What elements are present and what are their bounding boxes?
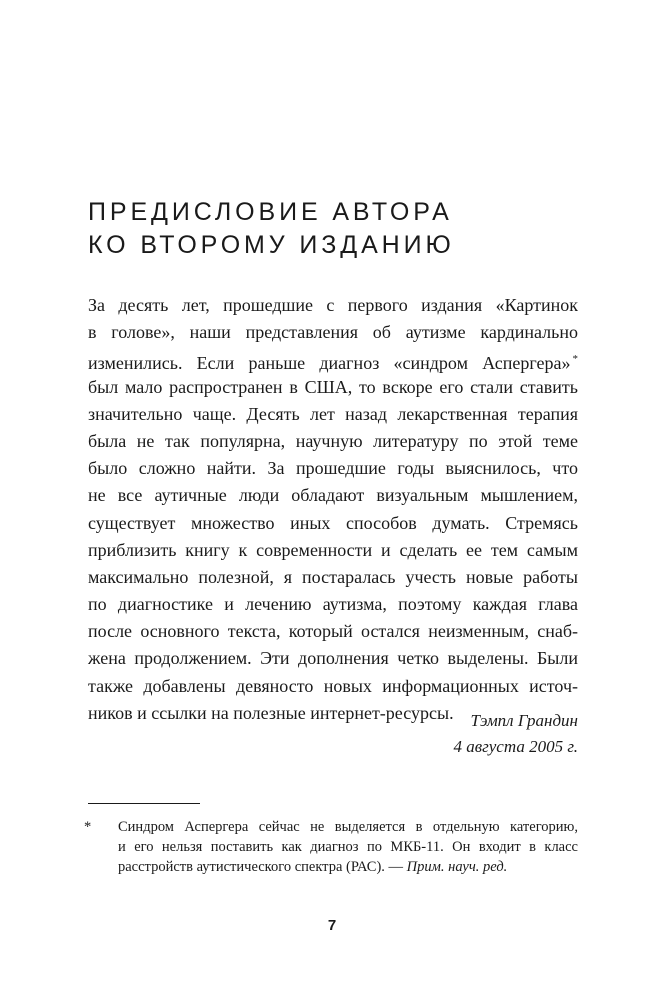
footnote-line: Синдром Аспергера сейчас не выделяется в отдельную категорию,: [118, 819, 578, 835]
footnote-line-text: расстройств аутистического спектра (РАС). —: [118, 859, 407, 875]
footnote-text: [118, 817, 578, 877]
body-line: в голове», наши представления об аутизме кардинально: [88, 322, 578, 343]
footnote-divider: [88, 803, 200, 804]
body-line: жена продолжением. Эти дополнения четко выделены. Были: [88, 648, 578, 669]
body-line: существует множество иных способов думать. Стремясь: [88, 512, 578, 533]
body-line: после основного текста, который остался неизменным, снаб-: [88, 621, 578, 642]
body-line: максимально полезной, я постаралась учесть новые работы: [88, 566, 578, 587]
footnote-line: и его нельзя поставить как диагноз по МКБ-11. Он входит в класс: [118, 839, 578, 855]
chapter-heading: [88, 196, 588, 262]
body-line: был мало распространен в США, то вскоре его стали ставить: [88, 376, 578, 397]
body-line: За десять лет, прошедшие с первого издания «Картинок: [88, 295, 578, 315]
body-line: не все аутичные люди обладают визуальным мышлением,: [88, 485, 578, 506]
author-signature: [454, 708, 579, 760]
body-line-with-footnote: [88, 346, 578, 373]
footnote-marker: *: [84, 819, 92, 835]
page-number: 7: [327, 917, 337, 934]
body-line: по диагностике и лечению аутизма, поэтому каждая глава: [88, 594, 578, 615]
signature-author: Тэмпл Грандин: [470, 711, 578, 730]
body-line: приблизить книгу к современности и сделать ее тем самым: [88, 539, 578, 560]
editor-note: Прим. науч. ред.: [406, 859, 508, 875]
body-paragraph: [88, 292, 578, 727]
signature-date: 4 августа 2005 г.: [453, 737, 578, 756]
footnote-line-last: [118, 857, 578, 877]
body-line: ников и ссылки на полезные интернет-ресурсы.: [88, 702, 454, 723]
footnote-reference-marker: *: [572, 353, 578, 366]
body-line: значительно чаще. Десять лет назад лекарственная терапия: [88, 403, 578, 424]
heading-line-1: ПРЕДИСЛОВИЕ АВТОРА: [88, 198, 453, 226]
body-line-text: изменились. Если раньше диагноз «синдром Аспергера»: [88, 353, 571, 374]
body-line: также добавлены девяносто новых информационных источ-: [88, 675, 578, 696]
heading-line-2: КО ВТОРОМУ ИЗДАНИЮ: [88, 231, 455, 259]
body-line: была не так популярна, научную литературу по этой теме: [88, 430, 578, 451]
body-line: было сложно найти. За прошедшие годы выяснилось, что: [88, 458, 578, 479]
